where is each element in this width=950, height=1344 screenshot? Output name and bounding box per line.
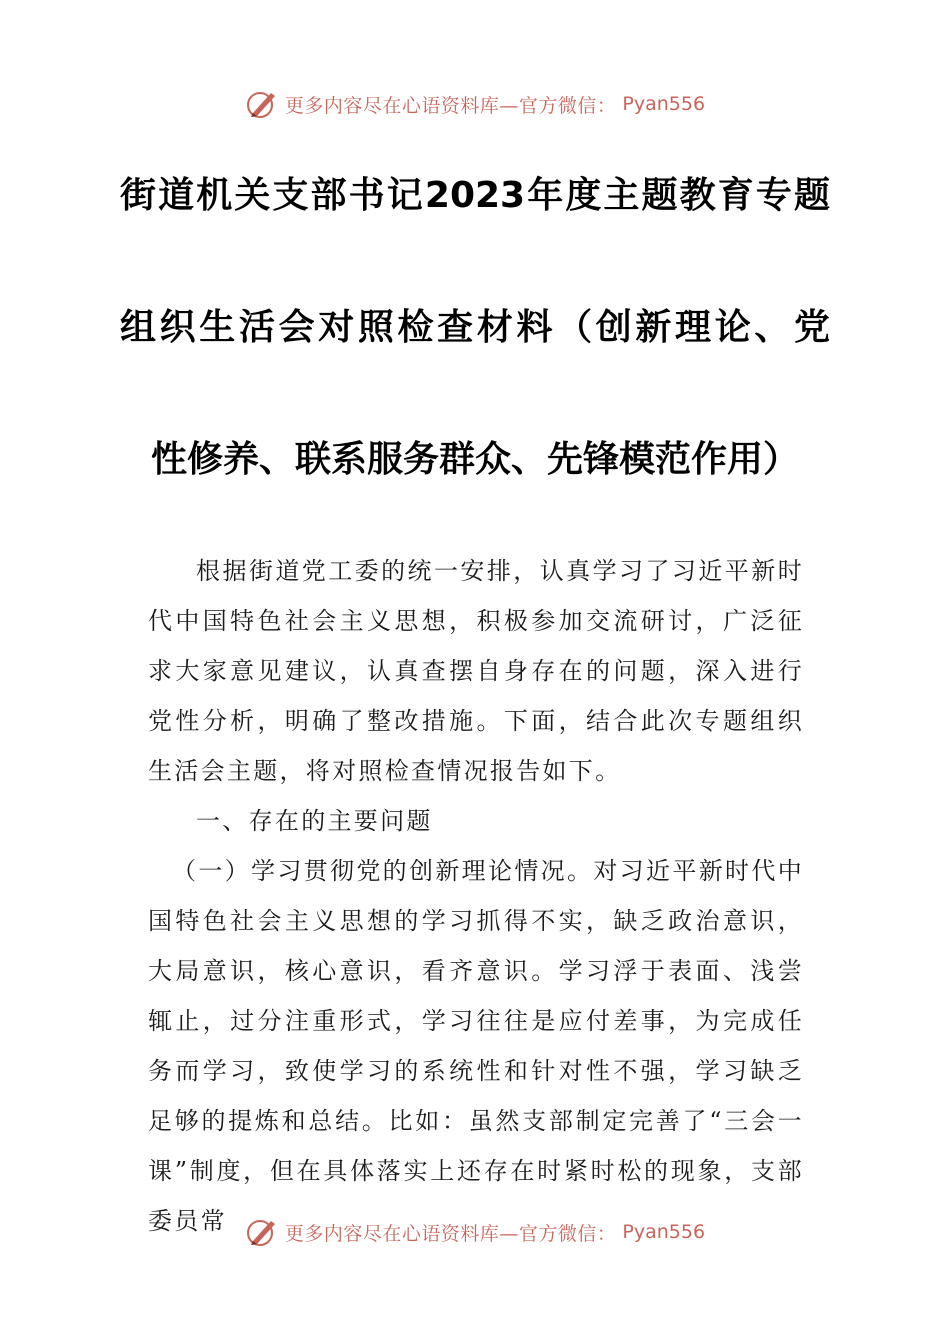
document-title bbox=[120, 160, 830, 556]
pen-logo-icon bbox=[245, 1215, 279, 1249]
pen-logo-icon bbox=[245, 87, 279, 121]
header-watermark bbox=[0, 84, 950, 124]
footer-watermark bbox=[0, 1212, 950, 1252]
document-body bbox=[148, 546, 804, 1246]
title-line-1: 街道机关支部书记2023年度主题教育专题 bbox=[120, 175, 830, 216]
watermark-text: 更多内容尽在心语资料库—官方微信： bbox=[284, 94, 617, 117]
watermark-text: 更多内容尽在心语资料库—官方微信： bbox=[284, 1222, 617, 1245]
title-line-3: 性修养、联系服务群众、先锋模范作用） bbox=[150, 439, 799, 480]
intro-paragraph: 根据街道党工委的统一安排，认真学习了习近平新时代中国特色社会主义思想，积极参加交流研讨，广泛征求大家意见建议，认真查摆自身存在的问题，深入进行党性分析，明确了整改措施。下面，结合此次专题组织生活会主题，将对照检查情况报告如下。 bbox=[148, 557, 804, 785]
title-line-2: 组织生活会对照检查材料（创新理论、党 bbox=[120, 307, 830, 348]
subsection-paragraph: （一）学习贯彻党的创新理论情况。对习近平新时代中国特色社会主义思想的学习抓得不实，缺乏政治意识，大局意识，核心意识，看齐意识。学习浮于表面、浅尝辄止，过分注重形式，学习往往是应付差事，为完成任务而学习，致使学习的系统性和针对性不强，学习缺乏足够的提炼和总结。比如：虽然支部制定完善了“三会一课”制度，但在具体落实上还存在时紧时松的现象，支部委员常 bbox=[148, 857, 804, 1235]
watermark-wechat-id: Pyan556 bbox=[622, 1221, 706, 1243]
watermark-wechat-id: Pyan556 bbox=[622, 93, 706, 115]
section-heading: 一、存在的主要问题 bbox=[196, 807, 433, 835]
